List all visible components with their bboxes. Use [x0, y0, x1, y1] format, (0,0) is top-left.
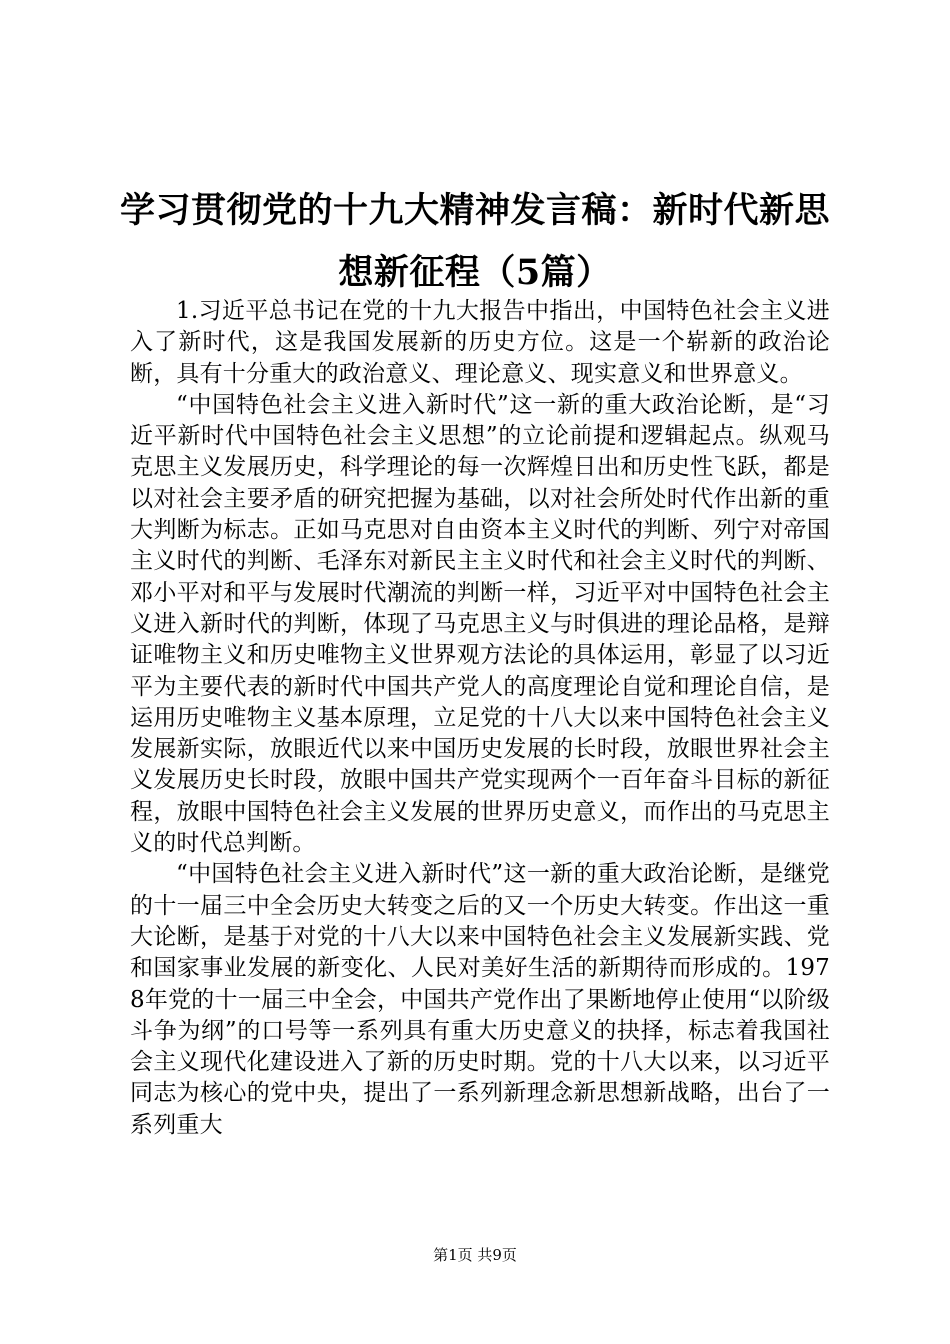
paragraph-1: 1.习近平总书记在党的十九大报告中指出，中国特色社会主义进入了新时代，这是我国发展新的历史方位。这是一个崭新的政治论断，具有十分重大的政治意义、理论意义、现实意义和世界意义。	[130, 298, 830, 387]
paragraph-3: “中国特色社会主义进入新时代”这一新的重大政治论断，是继党的十一届三中全会历史大转变之后的又一个历史大转变。作出这一重大论断，是基于对党的十八大以来中国特色社会主义发展新实践、党和国家事业发展的新变化、人民对美好生活的新期待而形成的。1978年党的十一届三中全会，中国共产党作出了果断地停止使用“以阶级斗争为纲”的口号等一系列具有重大历史意义的抉择，标志着我国社会主义现代化建设进入了新的历史时期。党的十八大以来，以习近平同志为核心的党中央，提出了一系列新理念新思想新战略，出台了一系列重大	[130, 861, 830, 1138]
document-title: 学习贯彻党的十九大精神发言稿：新时代新思想新征程（5篇）	[119, 190, 830, 293]
page-number-footer: 第1页 共9页	[433, 1246, 517, 1264]
document-body	[130, 296, 830, 1141]
paragraph-2: “中国特色社会主义进入新时代”这一新的重大政治论断，是“习近平新时代中国特色社会主义思想”的立论前提和逻辑起点。纵观马克思主义发展历史，科学理论的每一次辉煌日出和历史性飞跃，都是以对社会主要矛盾的研究把握为基础，以对社会所处时代作出新的重大判断为标志。正如马克思对自由资本主义时代的判断、列宁对帝国主义时代的判断、毛泽东对新民主主义时代和社会主义时代的判断、邓小平对和平与发展时代潮流的判断一样，习近平对中国特色社会主义进入新时代的判断，体现了马克思主义与时俱进的理论品格，是辩证唯物主义和历史唯物主义世界观方法论的具体运用，彰显了以习近平为主要代表的新时代中国共产党人的高度理论自觉和理论自信，是运用历史唯物主义基本原理，立足党的十八大以来中国特色社会主义发展新实际，放眼近代以来中国历史发展的长时段，放眼世界社会主义发展历史长时段，放眼中国共产党实现两个一百年奋斗目标的新征程，放眼中国特色社会主义发展的世界历史意义，而作出的马克思主义的时代总判断。	[130, 391, 830, 857]
